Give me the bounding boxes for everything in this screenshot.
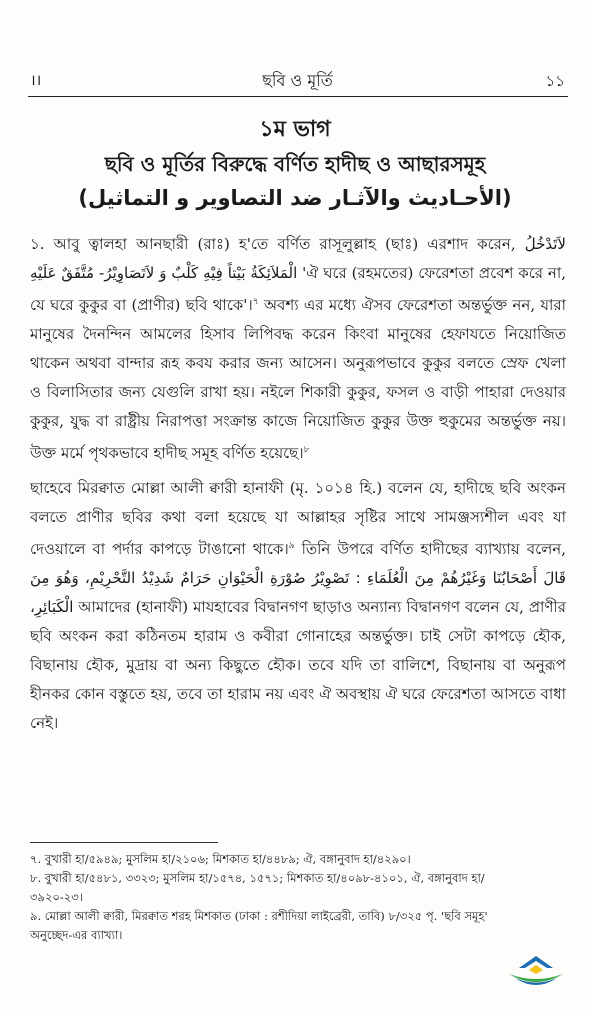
- body-text: [30, 230, 566, 738]
- footnote-ref-7[interactable]: ৭: [252, 297, 259, 307]
- paragraph-1-translation: 'ঐ ঘরে (রহমতের) ফেরেশতা প্রবেশ করে না, যে ঘরে কুকুর বা (প্রাণীর) ছবি থাকে'।: [30, 264, 566, 314]
- header-left-mark: ।।: [30, 71, 42, 89]
- paragraph-2-lead: তিনি উপরে বর্ণিত হাদীছের ব্যাখ্যায় বলেন,: [294, 540, 566, 558]
- publisher-logo-icon: [505, 950, 567, 990]
- chapter-title: ছবি ও মূর্তির বিরুদ্ধে বর্ণিত হাদীছ ও আছারসমূহ: [104, 152, 486, 176]
- footnote-9: ৯. মোল্লা আলী ক্বারী, মিরক্বাত শরহ মিশকাত (ঢাকা : রশীদিয়া লাইব্রেরী, তাবি) ৮/৩২৫ পৃ. 'ছবি সমূহ' অনুচ্ছেদ-এর ব্যাখ্যা।: [30, 909, 488, 942]
- footnote-ref-8[interactable]: ৮: [303, 445, 310, 455]
- quote-arabic-1: قَالَ أَصْحَابُنَا وَغَيْرُهُمْ: [440, 569, 566, 587]
- arabic-chapter-title: (الأحـاديث والآثـار ضد التصاوير و التماثيل): [78, 186, 512, 210]
- paragraph-2: [30, 474, 566, 738]
- hadith-arabic: لاَتَدْخُلُ الْمَلاَئِكَةُ بَيْتاً فِيْهِ كَلْبٌ وَ لاَتَصَاوِيْرُ- مُتَّفَقٌ عَلَيْهِ: [30, 235, 566, 282]
- running-header: [30, 66, 565, 96]
- footnote-7: ৭. বুখারী হা/৫৯৪৯; মুসলিম হা/২১০৬; মিশকাত হা/৪৪৮৯; ঐ, বঙ্গানুবাদ হা/৪২৯০।: [30, 852, 411, 866]
- paragraph-1: [30, 230, 566, 468]
- header-divider: [28, 96, 568, 97]
- paragraph-1-commentary: অবশ্য এর মধ্যে ঐসব ফেরেশতা অন্তর্ভুক্ত নন, যারা মানুষের দৈনন্দিন আমলের হিসাব লিপিবদ্ধ করেন কিংবা মানুষের হেফাযতে নিয়োজিত থাকেন অথবা বান্দার রূহ কবয করার জন্য আসেন। অনুরূপভাবে কুকুর বলতে স্রেফ খেলা ও বিলাসিতার জন্য যেগুলি রাখা হয়। নইলে শিকারী কুকুর, ফসল ও বাড়ী পাহারা দেওয়ার কুকুর, যুদ্ধ বা রাষ্ট্রীয় নিরাপত্তা সংক্রান্ত কাজে নিয়োজিত কুকুর উক্ত হুকুমের অন্তর্ভুক্ত নয়। উক্ত মর্মে পৃথকভাবে হাদীছ সমূহ বর্ণিত হয়েছে।: [30, 296, 567, 462]
- paragraph-2-intro: ছাহেবে মিরক্বাত মোল্লা আলী ক্বারী হানাফী (মৃ. ১০১৪ হি.) বলেন যে, হাদীছে ছবি অংকন বলতে প্রাণীর ছবির কথা বলা হয়েছে যা আল্লাহর সৃষ্টির সাথে সামঞ্জস্যশীল এবং যা দেওয়ালে বা পর্দার কাপড়ে টাঙানো থাকে।: [30, 479, 566, 558]
- part-title: ১ম ভাগ: [259, 116, 331, 142]
- page-number: ১১: [545, 72, 565, 90]
- paragraph-2-translation: আমাদের (হানাফী) মাযহাবের বিদ্বানগণ ছাড়াও অন্যান্য বিদ্বানগণ বলেন যে, প্রাণীর ছবি অংকন করা কঠিনতম হারাম ও কবীরা গোনাহের অন্তর্ভুক্ত। চাই সেটা কাপড়ে হৌক, বিছানায় হৌক, মুদ্রায় বা অন্য কিছুতে হৌক। তবে যদি তা বালিশে, বিছানায় বা অনুরূপ হীনকর কোন বস্তুতে হয়, তবে তা হারাম নয় এবং ঐ অবস্থায় ঐ ঘরে ফেরেশতা আসতে বাধা নেই।: [30, 598, 566, 732]
- footnotes: [30, 850, 520, 945]
- footnote-ref-9[interactable]: ৯: [288, 541, 295, 551]
- quote-arabic-2: مِنَ الْعُلَمَاءِ : تَصْوِيْرُ صُوْرَةِ الْحَيْوَانِ حَرَامٌ شَدِيْدُ التَّحْرِيْمِ، وَهُوَ مِنَ الْكَبَائِرِ،: [30, 569, 435, 616]
- footnote-8: ৮. বুখারী হা/৫৪৮১, ৩৩২৩; মুসলিম হা/১৫৭৪, ১৫৭১; মিশকাত হা/৪০৯৮-৪১০১, ঐ, বঙ্গানুবাদ হা/৩৯২০-২৩।: [30, 871, 485, 904]
- header-title: ছবি ও মূর্তি: [262, 71, 333, 90]
- paragraph-1-intro: ১. আবু ত্বালহা আনছারী (রাঃ) হ'তে বর্ণিত রাসূলুল্লাহ (ছাঃ) এরশাদ করেন,: [30, 235, 516, 253]
- footnote-divider: [30, 842, 218, 843]
